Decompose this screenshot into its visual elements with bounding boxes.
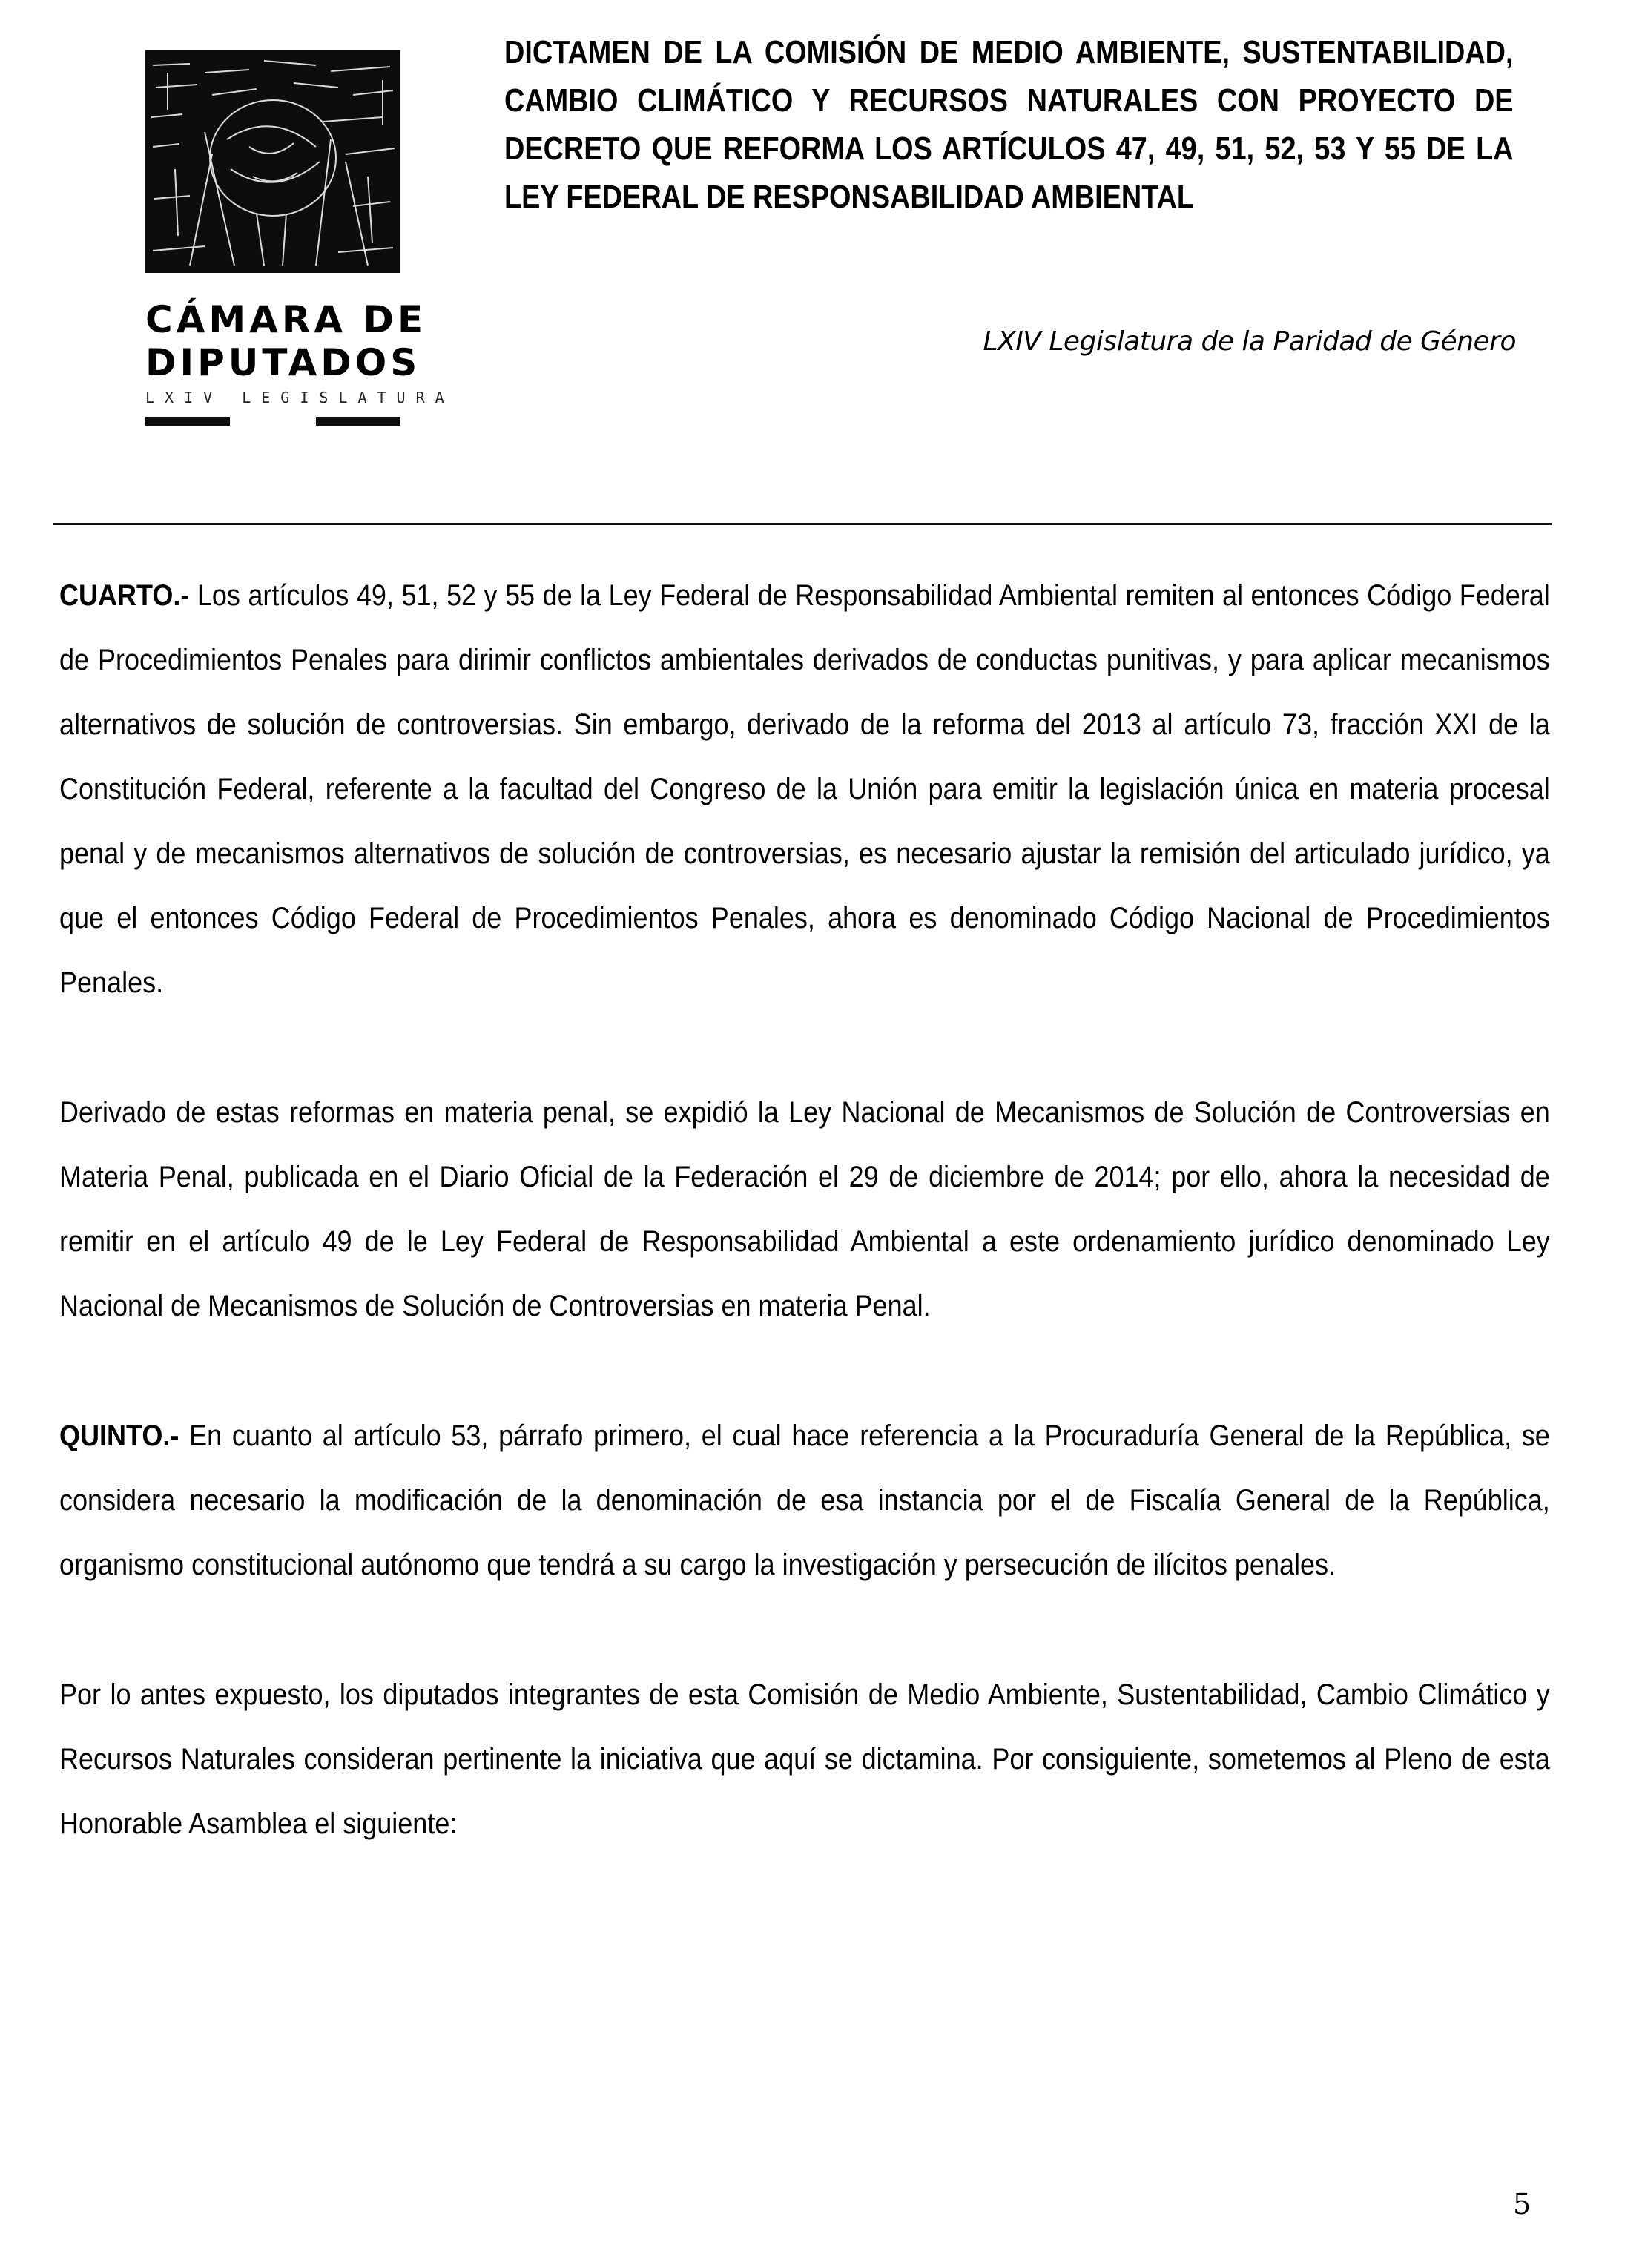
header-divider (53, 523, 1552, 525)
logo-bar-left (145, 417, 230, 426)
logo-subtitle: LXIV LEGISLATURA (145, 389, 455, 406)
legislatura-tagline: LXIV Legislatura de la Paridad de Género (983, 326, 1516, 357)
logo-emblem-icon (145, 50, 400, 273)
paragraph-text: En cuanto al artículo 53, párrafo primero, el cual hace referencia a la Procuraduría General de la República, se considera necesario la modificación de la denominación de esa instancia por el de Fiscalía General de la República, organismo constitucional autónomo que tendrá a su cargo la investigación y persecución de ilícitos penales. (59, 1420, 1550, 1581)
logo-name-line2: DIPUTADOS (145, 341, 421, 384)
paragraph-lead: QUINTO.- (59, 1420, 179, 1452)
paragraph-text: Derivado de estas reformas en materia penal, se expidió la Ley Nacional de Mecanismos de Solución de Controversias en Materia Penal, publicada en el Diario Oficial de la Federación el 29 de diciembre de 2014; por ello, ahora la necesidad de remitir en el artículo 49 de le Ley Federal de Responsabilidad Ambiental a este ordenamiento jurídico denominado Ley Nacional de Mecanismos de Solución de Controversias en materia Penal. (59, 1096, 1550, 1322)
paragraph-text: Por lo antes expuesto, los diputados integrantes de esta Comisión de Medio Ambiente, Sustentabilidad, Cambio Climático y Recursos Naturales consideran pertinente la iniciativa que aquí se dictamina. Por consiguiente, sometemos al Pleno de esta Honorable Asamblea el siguiente: (59, 1678, 1550, 1840)
paragraph-cuarto (59, 564, 1550, 1015)
document-body (59, 564, 1550, 1922)
document-title: DICTAMEN DE LA COMISIÓN DE MEDIO AMBIENTE, SUSTENTABILIDAD, CAMBIO CLIMÁTICO Y RECURSOS NATURALES CON PROYECTO DE DECRETO QUE REFORMA LOS ARTÍCULOS 47, 49, 51, 52, 53 Y 55 DE LA LEY FEDERAL DE RESPONSABILIDAD AMBIENTAL (504, 34, 1514, 215)
paragraph-ley-nacional (59, 1081, 1550, 1339)
paragraph-lead: CUARTO.- (59, 579, 190, 612)
paragraph-text: Los artículos 49, 51, 52 y 55 de la Ley Federal de Responsabilidad Ambiental remiten al entonces Código Federal de Procedimientos Penales para dirimir conflictos ambientales derivados de conductas punitivas, y para aplicar mecanismos alternativos de solución de controversias. Sin embargo, derivado de la reforma del 2013 al artículo 73, fracción XXI de la Constitución Federal, referente a la facultad del Congreso de la Unión para emitir la legislación única en materia procesal penal y de mecanismos alternativos de solución de controversias, es necesario ajustar la remisión del articulado jurídico, ya que el entonces Código Federal de Procedimientos Penales, ahora es denominado Código Nacional de Procedimientos Penales. (59, 579, 1550, 999)
logo-bars (145, 417, 400, 426)
logo-bar-right (316, 417, 400, 426)
chamber-logo (145, 50, 455, 426)
page-number: 5 (1513, 2188, 1531, 2221)
logo-name-line1: CÁMARA DE (145, 298, 427, 341)
paragraph-quinto (59, 1404, 1550, 1598)
paragraph-conclusion (59, 1663, 1550, 1856)
